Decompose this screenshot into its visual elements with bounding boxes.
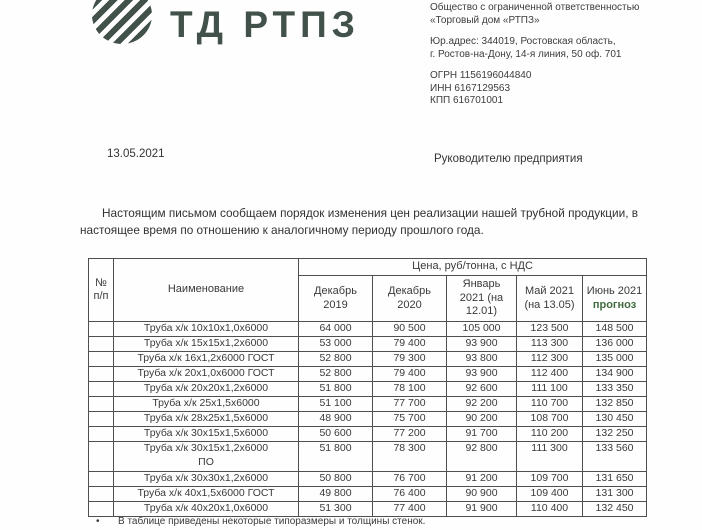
table-row [89,382,647,397]
price-cell: 93 800 [447,352,517,367]
price-cell: 113 300 [517,337,583,352]
product-name-cell: Труба х/к 15х15х1,2х6000 [114,337,299,352]
column-header-jan2021: Январь 2021 (на 12.01) [447,276,517,322]
price-cell: 131 650 [583,472,647,487]
table-footnote [96,516,656,527]
price-cell: 109 700 [517,472,583,487]
company-address-line: г. Ростов-на-Дону, 14-я линия, 50 оф. 701 [430,48,622,60]
price-cell: 53 000 [299,337,373,352]
table-row [89,472,647,487]
company-logo-text: ТД РТПЗ [170,4,360,45]
table-row [89,352,647,367]
price-cell: 79 400 [373,337,447,352]
price-cell: 110 700 [517,397,583,412]
price-cell: 75 700 [373,412,447,427]
column-header-price-group: Цена, руб/тонна, с НДС [299,259,647,276]
price-cell: 112 400 [517,367,583,382]
product-name-cell: Труба х/к 30х15х1,5х6000 [114,427,299,442]
price-cell: 131 300 [583,487,647,502]
letter-date: 13.05.2021 [107,148,165,160]
price-cell: 51 800 [299,382,373,397]
product-name-cell: Труба х/к 10х10х1,0х6000 [114,322,299,337]
product-name-cell: Труба х/к 40х1,5х6000 ГОСТ [114,487,299,502]
num-cell [89,322,114,337]
company-kpp: КПП 616701001 [430,95,504,106]
price-cell: 111 100 [517,382,583,397]
footnote-bullet: • [96,516,100,527]
num-cell [89,487,114,502]
num-cell [89,367,114,382]
price-cell: 148 500 [583,322,647,337]
spacer [430,61,695,70]
num-cell [89,442,114,472]
product-name-line1: Труба х/к 30х15х1,2х6000 [143,442,269,454]
letter-addressee: Руководителю предприятия [434,153,583,165]
table-row [89,487,647,502]
num-cell [89,397,114,412]
product-name-cell: Труба х/к 16х1,2х6000 ГОСТ [114,352,299,367]
num-cell [89,382,114,397]
column-header-name: Наименование [114,259,299,322]
product-name-cell: Труба х/к 25х1,5х6000 [114,397,299,412]
price-cell: 50 600 [299,427,373,442]
price-cell: 79 300 [373,352,447,367]
table-row [89,337,647,352]
price-cell: 77 200 [373,427,447,442]
column-header-may2021: Май 2021 (на 13.05) [517,276,583,322]
company-requisites-block [430,2,695,108]
num-cell [89,427,114,442]
price-cell: 110 200 [517,427,583,442]
num-cell [89,502,114,517]
company-name-line: Общество с ограниченной ответственностью [430,2,640,13]
product-name-cell: Труба х/к 20х1,0х6000 ГОСТ [114,367,299,382]
price-cell: 123 500 [517,322,583,337]
company-ogrn: ОГРН 1156196044840 [430,70,532,81]
price-cell: 64 000 [299,322,373,337]
price-cell: 135 000 [583,352,647,367]
product-name-line2: ПО [198,455,214,468]
price-cell: 78 100 [373,382,447,397]
spacer [430,27,695,36]
price-cell: 51 800 [299,442,373,472]
price-cell: 48 900 [299,412,373,427]
price-cell: 49 800 [299,487,373,502]
column-header-dec2019: Декабрь 2019 [299,276,373,322]
product-name-cell [114,442,299,472]
price-cell: 91 700 [447,427,517,442]
price-cell: 108 700 [517,412,583,427]
price-cell: 109 400 [517,487,583,502]
price-cell: 78 300 [373,442,447,472]
product-name-cell: Труба х/к 28х25х1,5х6000 [114,412,299,427]
price-cell: 132 250 [583,427,647,442]
product-name-cell: Труба х/к 30х30х1,2х6000 [114,472,299,487]
table-row [89,322,647,337]
price-cell: 77 400 [373,502,447,517]
footnote-text: В таблице приведены некоторые типоразмеры и толщины стенок. [118,516,426,527]
price-cell: 111 300 [517,442,583,472]
table-row [89,397,647,412]
price-cell: 90 200 [447,412,517,427]
price-cell: 50 800 [299,472,373,487]
table-row [89,367,647,382]
table-row [89,442,647,472]
num-cell [89,337,114,352]
price-cell: 91 900 [447,502,517,517]
price-cell: 133 560 [583,442,647,472]
price-cell: 91 200 [447,472,517,487]
company-address-line: Юр.адрес: 344019, Ростовская область, [430,36,616,47]
company-inn: ИНН 6167129563 [430,82,511,94]
price-cell: 93 900 [447,367,517,382]
price-cell: 52 800 [299,367,373,382]
table-header-row-1 [89,259,647,276]
price-cell: 90 500 [373,322,447,337]
product-name-cell: Труба х/к 20х20х1,2х6000 [114,382,299,397]
price-table [88,258,647,517]
company-logo-icon [92,0,152,44]
forecast-label: прогноз [592,298,637,311]
price-cell: 112 300 [517,352,583,367]
price-cell: 51 300 [299,502,373,517]
price-cell: 92 800 [447,442,517,472]
price-cell: 79 400 [373,367,447,382]
table-row [89,412,647,427]
table-row [89,502,647,517]
num-cell [89,352,114,367]
price-cell: 130 450 [583,412,647,427]
price-cell: 134 900 [583,367,647,382]
column-header-num: № п/п [89,259,114,322]
price-cell: 92 200 [447,397,517,412]
price-cell: 90 900 [447,487,517,502]
price-cell: 132 450 [583,502,647,517]
price-cell: 110 400 [517,502,583,517]
price-cell: 92 600 [447,382,517,397]
letter-body-paragraph: Настоящим письмом сообщаем порядок изменения цен реализации нашей трубной продукции, в настоящее время по отношению к аналогичному периоду прошлого года. [80,206,639,237]
company-name-line: «Торговый дом «РТПЗ» [430,14,540,26]
price-cell: 76 700 [373,472,447,487]
product-name-cell: Труба х/к 40х20х1,0х6000 [114,502,299,517]
price-cell: 133 350 [583,382,647,397]
price-cell: 76 400 [373,487,447,502]
table-row [89,427,647,442]
column-header-dec2020: Декабрь 2020 [373,276,447,322]
column-header-jun2021-label: Июнь 2021 [586,285,643,297]
price-cell: 132 850 [583,397,647,412]
num-cell [89,472,114,487]
price-cell: 136 000 [583,337,647,352]
price-cell: 52 800 [299,352,373,367]
price-cell: 51 100 [299,397,373,412]
price-cell: 93 900 [447,337,517,352]
price-cell: 105 000 [447,322,517,337]
column-header-jun2021 [583,276,647,322]
num-cell [89,412,114,427]
price-cell: 77 700 [373,397,447,412]
